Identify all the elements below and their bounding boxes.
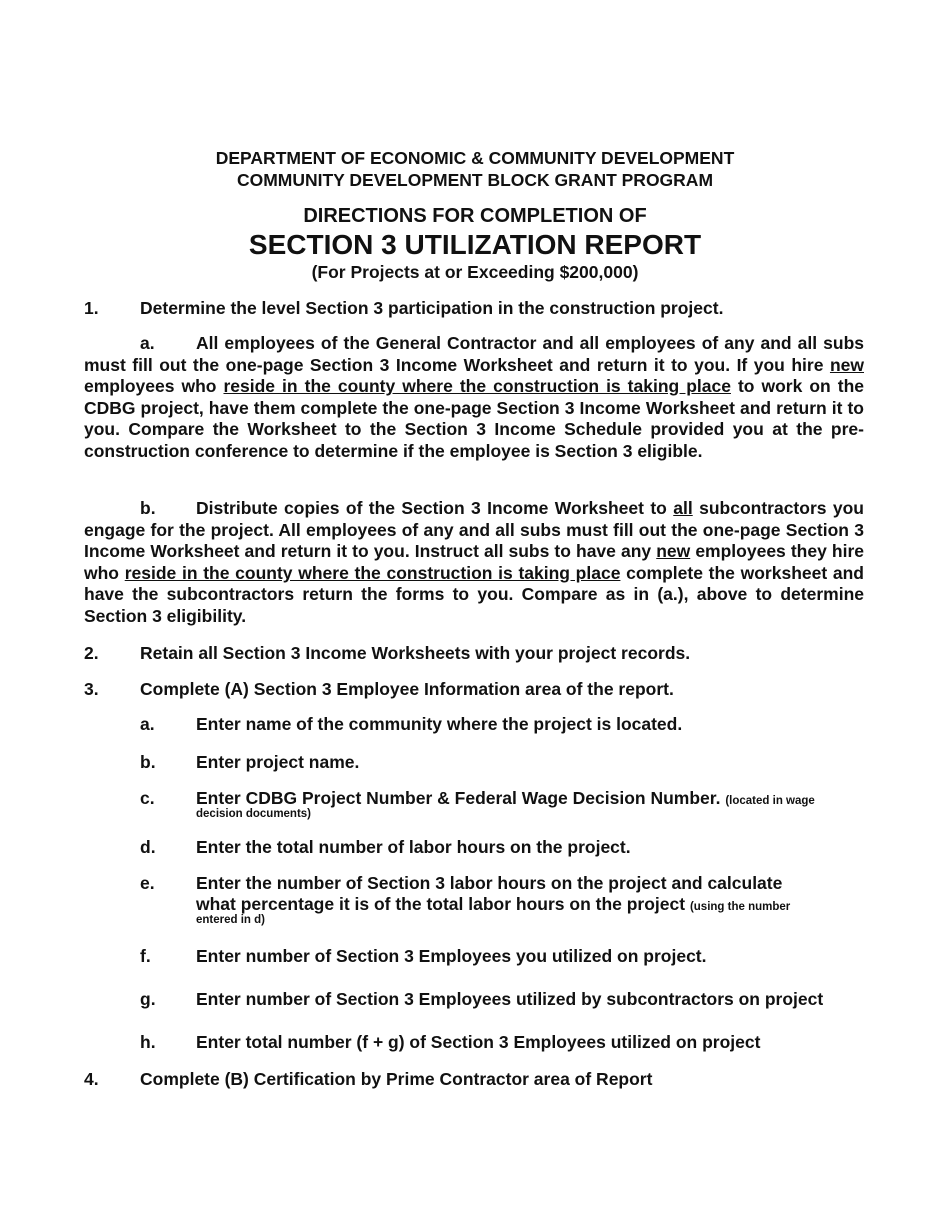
- department-heading: DEPARTMENT OF ECONOMIC & COMMUNITY DEVELOPMENT: [215, 148, 735, 168]
- item-1a-underline-reside: reside in the county where the construction is taking place: [223, 376, 731, 397]
- item-3e-main: what percentage it is of the total labor hours on the project: [196, 894, 690, 914]
- item-1a-paragraph: [84, 333, 864, 463]
- item-3e-label: e.: [140, 873, 155, 893]
- item-3b-text: Enter project name.: [196, 752, 360, 772]
- item-3e-note-1: (using the number: [689, 901, 791, 913]
- item-3g-text: Enter number of Section 3 Employees utilized by subcontractors on project: [196, 989, 824, 1009]
- report-title: SECTION 3 UTILIZATION REPORT: [248, 229, 702, 260]
- item-4-text: Complete (B) Certification by Prime Contractor area of Report: [140, 1069, 653, 1089]
- item-1a-text-2: employees who: [84, 376, 224, 397]
- item-3c-main: Enter CDBG Project Number & Federal Wage Decision Number.: [196, 788, 726, 808]
- item-4-number: 4.: [84, 1069, 99, 1089]
- item-3e-line-1: Enter the number of Section 3 labor hours on the project and calculate: [196, 873, 783, 893]
- item-1b-underline-new: new: [656, 541, 691, 562]
- item-3f-label: f.: [140, 946, 151, 966]
- item-1a-text-3: to work on the CDBG project, have them complete the one-page Section 3 Income Worksheet and return it to you. Compare the Worksheet to the Section 3 Income Schedule provided you at the pre-construction conference to determine if the employee is Section 3 eligible.: [84, 376, 864, 461]
- item-3g-label: g.: [140, 989, 156, 1009]
- item-1b-underline-all: all: [673, 498, 693, 518]
- item-1b-underline-reside: reside in the county where the construction is taking place: [124, 562, 621, 583]
- item-1b-text-1: Distribute copies of the Section 3 Income Worksheet to: [196, 498, 674, 518]
- item-3e-note-2: entered in d): [196, 914, 266, 926]
- item-3e-line-2: [196, 894, 790, 915]
- item-3d-label: d.: [140, 837, 156, 857]
- item-1a-underline-new: new: [829, 354, 864, 375]
- item-1-text: Determine the level Section 3 participation in the construction project.: [140, 298, 724, 318]
- item-3d-text: Enter the total number of labor hours on the project.: [196, 837, 631, 857]
- item-1b-text-4: complete the worksheet and have the subcontractors return the forms to you. Compare as in (a.), above to determine Section 3 eligibility.: [84, 562, 864, 626]
- item-3a-text: Enter name of the community where the project is located.: [196, 714, 683, 734]
- item-1a-text-1: All employees of the General Contractor and all employees of any and all subs must fill out the one-page Section 3 Income Worksheet and return it to you. If you hire: [84, 333, 864, 375]
- item-3-number: 3.: [84, 679, 99, 699]
- directions-heading: DIRECTIONS FOR COMPLETION OF: [303, 205, 647, 227]
- item-3a-label: a.: [140, 714, 155, 734]
- item-3c-text: [196, 788, 815, 809]
- item-1b-text-3: employees they hire who: [84, 541, 864, 583]
- item-3h-text: Enter total number (f + g) of Section 3 Employees utilized on project: [196, 1032, 761, 1052]
- item-3-text: Complete (A) Section 3 Employee Information area of the report.: [140, 679, 674, 699]
- item-3b-label: b.: [140, 752, 156, 772]
- item-2-text: Retain all Section 3 Income Worksheets with your project records.: [140, 643, 691, 663]
- item-1b-label: b.: [140, 498, 156, 518]
- item-3h-label: h.: [140, 1032, 156, 1052]
- item-1b-text-2: subcontractors you engage for the project. All employees of any and all subs must fill out the one-page Section 3 Income Worksheet and return it to you. Instruct all subs to have any: [84, 498, 864, 562]
- item-3c-label: c.: [140, 788, 155, 808]
- item-1-number: 1.: [84, 298, 99, 318]
- item-1b-paragraph: [84, 498, 864, 628]
- item-3c-note-2: decision documents): [196, 808, 312, 820]
- item-1a-label: a.: [140, 333, 155, 353]
- item-3f-text: Enter number of Section 3 Employees you utilized on project.: [196, 946, 707, 966]
- item-2-number: 2.: [84, 643, 99, 663]
- item-3c-note-1: (located in wage: [725, 795, 815, 807]
- report-subtitle: (For Projects at or Exceeding $200,000): [311, 262, 639, 282]
- program-heading: COMMUNITY DEVELOPMENT BLOCK GRANT PROGRAM: [236, 170, 714, 190]
